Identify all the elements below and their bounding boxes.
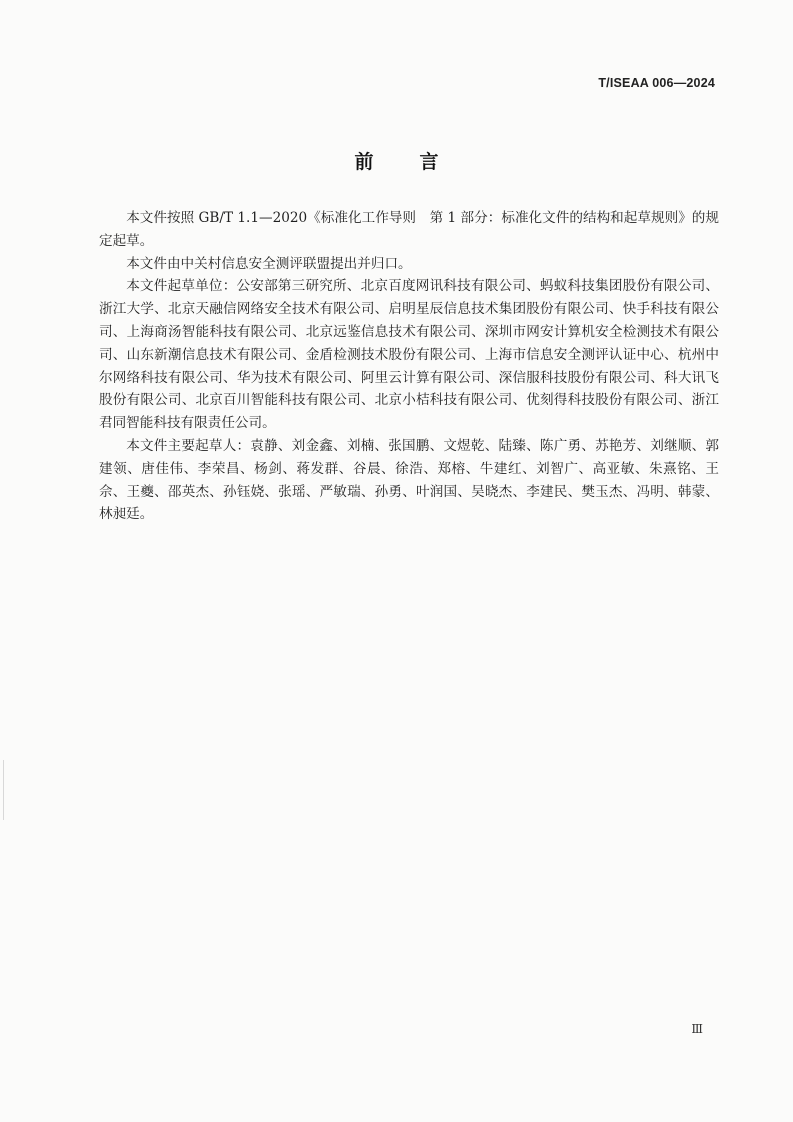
preface-heading-char-2: 言 [419,151,439,173]
paragraph-drafting-basis: 本文件按照 GB/T 1.1—2020《标准化工作导则 第 1 部分：标准化文件的结构和起草规则》的规定起草。 [99,210,719,249]
preface-body [99,207,719,526]
preface-heading [0,147,793,174]
page-number: Ⅲ [691,1022,703,1036]
paragraph-proposer: 本文件由中关村信息安全测评联盟提出并归口。 [126,255,412,272]
paragraph-drafting-units: 本文件起草单位：公安部第三研究所、北京百度网讯科技有限公司、蚂蚁科技集团股份有限公司、浙江大学、北京天融信网络安全技术有限公司、启明星辰信息技术集团股份有限公司、快手科技有限公司、上海商汤智能科技有限公司、北京远鉴信息技术有限公司、深圳市网安计算机安全检测技术有限公司、山东新潮信息技术有限公司、金盾检测技术股份有限公司、上海市信息安全测评认证中心、杭州中尔网络科技有限公司、华为技术有限公司、阿里云计算有限公司、深信服科技股份有限公司、科大讯飞股份有限公司、北京百川智能科技有限公司、北京小桔科技有限公司、优刻得科技股份有限公司、浙江君同智能科技有限责任公司。 [99,278,719,432]
scan-edge-mark [3,760,4,820]
standard-number: T/ISEAA 006—2024 [598,76,715,90]
paragraph-drafters: 本文件主要起草人：袁静、刘金鑫、刘楠、张国鹏、文煜乾、陆臻、陈广勇、苏艳芳、刘继顺、郭建领、唐佳伟、李荣昌、杨剑、蒋发群、谷晨、徐浩、郑榕、牛建红、刘智广、高亚敏、朱熹铭、王佘、王夔、邵英杰、孙钰娆、张瑶、严敏瑞、孙勇、叶润国、吴晓杰、李建民、樊玉杰、冯明、韩蒙、林昶廷。 [99,437,719,523]
preface-heading-char-1: 前 [354,151,374,173]
